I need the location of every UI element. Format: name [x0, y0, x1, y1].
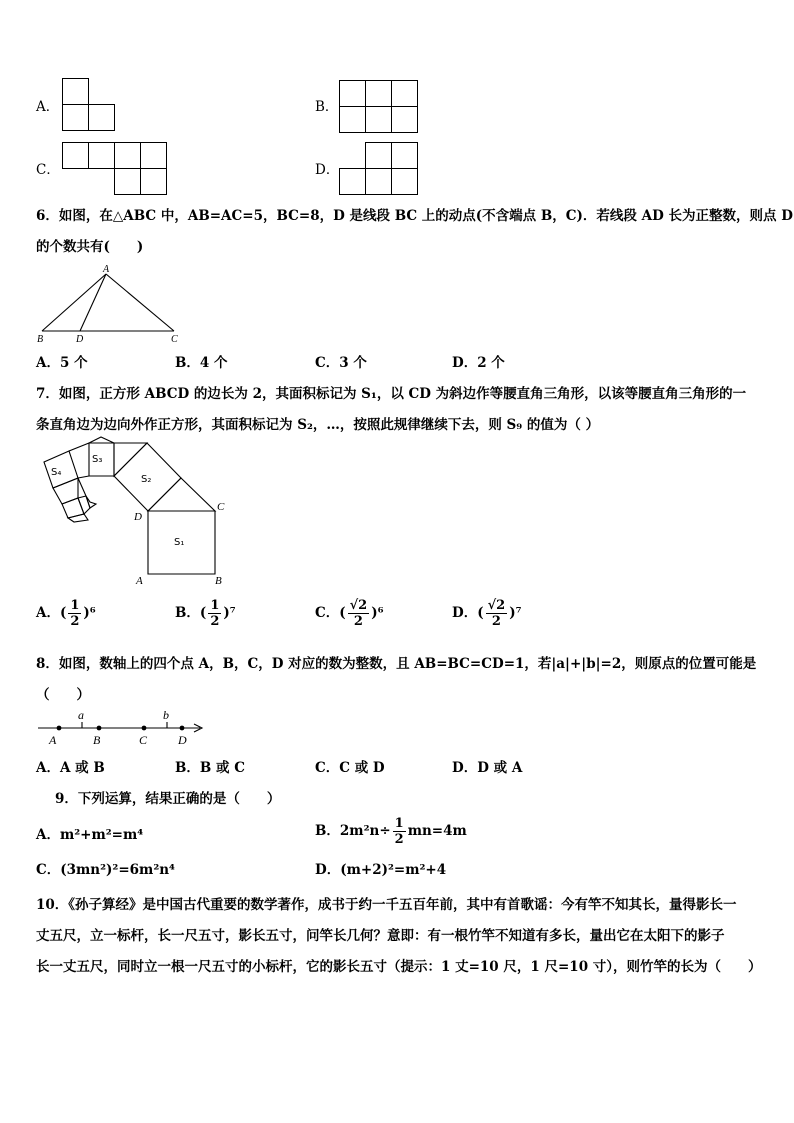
q8-number-line	[34, 708, 214, 748]
q8-label-c-point: C	[139, 733, 148, 747]
q8-option-a: A．A 或 B	[36, 760, 105, 776]
q9-option-b	[315, 816, 467, 847]
q7-label-a: A	[136, 575, 143, 587]
q7-option-d	[452, 598, 522, 629]
q5-figure-a	[62, 78, 118, 134]
q8-stem-line1: 8．如图，数轴上的四个点 A，B，C，D 对应的数为整数，且 AB=BC=CD=1，若|a|+|b|=2，则原点的位置可能是	[36, 656, 757, 672]
q7-option-b-num: 1	[210, 598, 220, 613]
q7-label-s1: S₁	[174, 537, 185, 548]
q6-label-c: C	[171, 334, 178, 345]
q7-label-d: D	[134, 511, 142, 523]
q6-stem-line1: 6．如图，在△ABC 中，AB=AC=5，BC=8，D 是线段 BC 上的动点(不含端点 B，C)．若线段 AD 长为正整数，则点 D	[36, 208, 793, 224]
q8-label-b-lower: b	[163, 708, 169, 722]
q7-option-b-exp: )⁷	[223, 605, 236, 621]
q5-option-d-label: D．	[315, 162, 340, 178]
q8-label-b-point: B	[93, 733, 101, 747]
q8-option-d: D．D 或 A	[452, 760, 523, 776]
q6-option-c: C．3 个	[315, 355, 367, 371]
q7-option-c-den: 2	[353, 614, 363, 629]
q7-label-b: B	[215, 575, 222, 587]
q7-option-a-exp: )⁶	[83, 605, 96, 621]
q9-option-b-den: 2	[394, 832, 404, 847]
q8-stem-line2: （ ）	[36, 687, 90, 703]
q9-option-b-num: 1	[394, 816, 404, 831]
q7-option-b-fraction	[208, 598, 221, 629]
q8-label-a-point: A	[49, 733, 57, 747]
q7-label-s2: S₂	[141, 474, 152, 485]
q7-option-a-label: A．(	[36, 605, 67, 621]
q6-label-a: A	[103, 264, 110, 275]
q7-option-c-num: √2	[349, 598, 368, 613]
q9-stem: 9．下列运算，结果正确的是（ ）	[55, 791, 281, 807]
q8-option-c: C．C 或 D	[315, 760, 385, 776]
q9-option-a: A．m²+m²=m⁴	[36, 827, 144, 843]
q7-label-c: C	[217, 501, 225, 513]
q8-label-d-point: D	[178, 733, 187, 747]
q7-option-a-fraction	[68, 598, 81, 629]
q6-stem-line2: 的个数共有( )	[36, 239, 144, 255]
q7-option-a-den: 2	[70, 614, 80, 629]
q6-option-d: D．2 个	[452, 355, 505, 371]
q5-option-b-label: B．	[315, 99, 339, 115]
q5-option-c-label: C．	[36, 162, 60, 178]
q7-option-d-label: D．(	[452, 605, 484, 621]
q9-option-b-post: mn=4m	[407, 823, 467, 839]
q8-label-a-lower: a	[78, 708, 84, 722]
q5-figure-c	[62, 142, 168, 198]
q7-option-d-num: √2	[487, 598, 506, 613]
q7-option-c-exp: )⁶	[371, 605, 384, 621]
q6-label-d: D	[76, 334, 84, 345]
q7-option-a-num: 1	[70, 598, 80, 613]
q7-stem-line1: 7．如图，正方形 ABCD 的边长为 2，其面积标记为 S₁，以 CD 为斜边作等腰直角三角形，以该等腰直角三角形的一	[36, 386, 747, 402]
q7-option-c-label: C．(	[315, 605, 346, 621]
q7-stem-line2: 条直角边为边向外作正方形，其面积标记为 S₂，…，按照此规律继续下去，则 S₉ 的值为（ ）	[36, 417, 600, 433]
q10-stem-line1: 10．《孙子算经》是中国古代重要的数学著作，成书于约一千五百年前，其中有首歌谣：今有竿不知其长，量得影长一	[36, 897, 737, 913]
q7-option-b	[175, 598, 236, 629]
q5-option-a-label: A．	[36, 99, 60, 115]
q9-option-b-pre: B．2m²n÷	[315, 823, 391, 839]
q7-label-s3: S₃	[92, 454, 103, 465]
q7-option-d-den: 2	[491, 614, 501, 629]
q7-option-d-fraction	[486, 598, 508, 629]
q7-option-a	[36, 598, 96, 629]
q8-option-b: B．B 或 C	[175, 760, 245, 776]
q7-option-b-label: B．(	[175, 605, 207, 621]
q5-figure-d	[339, 142, 421, 198]
q9-option-b-fraction	[393, 816, 406, 847]
q7-option-c	[315, 598, 384, 629]
q7-option-d-exp: )⁷	[509, 605, 522, 621]
q10-stem-line2: 丈五尺，立一标杆，长一尺五寸，影长五寸，问竿长几何？意即：有一根竹竿不知道有多长，量出它在太阳下的影子	[36, 928, 725, 944]
q7-option-b-den: 2	[210, 614, 220, 629]
q6-label-b: B	[37, 334, 44, 345]
q6-option-b: B．4 个	[175, 355, 228, 371]
q9-option-d: D．(m+2)²=m²+4	[315, 862, 447, 878]
q7-label-s4: S₄	[51, 467, 62, 478]
q10-stem-line3: 长一丈五尺，同时立一根一尺五寸的小标杆，它的影长五寸（提示：1 丈=10 尺，1 尺=10 寸），则竹竿的长为（ ）	[36, 959, 762, 975]
q7-spiral-figure	[34, 438, 234, 586]
q6-triangle-figure	[34, 264, 194, 344]
q9-option-c: C．(3mn²)²=6m²n⁴	[36, 862, 175, 878]
q6-option-a: A．5 个	[36, 355, 88, 371]
q5-figure-b	[339, 80, 419, 134]
q7-option-c-fraction	[348, 598, 370, 629]
